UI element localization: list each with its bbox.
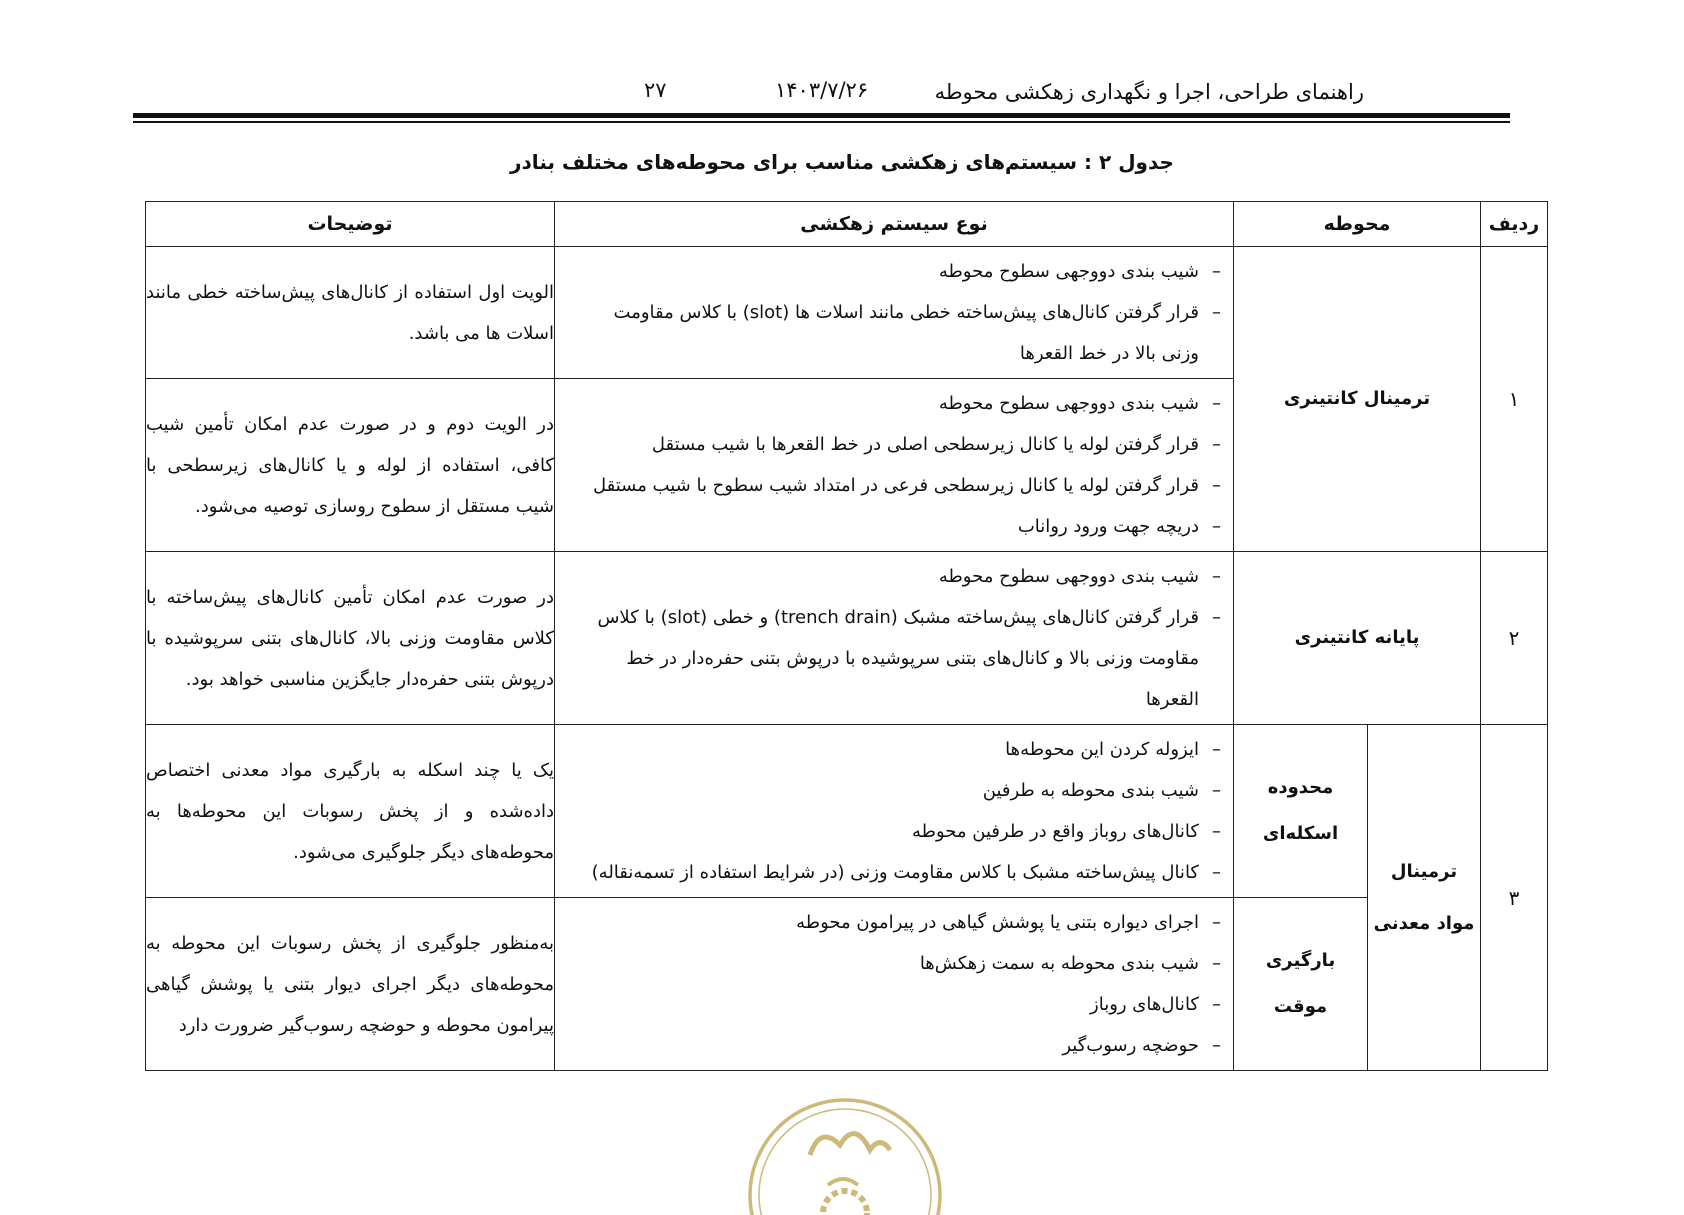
system-item: – قرار گرفتن لوله یا کانال زیرسطحی فرعی در امتداد شیب سطوح با شیب مستقل [571, 465, 1221, 506]
header-title: راهنمای طراحی، اجرا و نگهداری زهکشی محوطه [934, 80, 1364, 104]
row-number: ۳ [1481, 725, 1548, 1071]
area-name [1368, 725, 1481, 1071]
description-cell: یک یا چند اسکله به بارگیری مواد معدنی اختصاص داده‌شده و از پخش رسوبات این محوطه‌ها به محوطه‌های دیگر جلوگیری می‌شود. [146, 725, 555, 898]
system-list [555, 379, 1233, 551]
system-list [555, 898, 1233, 1070]
area-name-line: ترمینال [1390, 860, 1458, 882]
system-item: – کانال‌های روباز واقع در طرفین محوطه [571, 811, 1221, 852]
system-item: – شیب بندی دووجهی سطوح محوطه [571, 251, 1221, 292]
sub-area-name [1234, 725, 1368, 898]
table-row [146, 247, 1548, 379]
description-cell: به‌منظور جلوگیری از پخش رسوبات این محوطه به محوطه‌های دیگر اجرای دیوار بتنی یا پوشش گیاهی پیرامون محوطه و حوضچه رسوب‌گیر ضرورت دارد [146, 898, 555, 1071]
system-item: – کانال پیش‌ساخته مشبک با کلاس مقاومت وزنی (در شرایط استفاده از تسمه‌نقاله) [571, 852, 1221, 893]
description-cell: در الویت دوم و در صورت عدم امکان تأمین شیب کافی، استفاده از لوله و یا کانال‌های زیرسطحی با شیب مستقل از سطوح روسازی توصیه می‌شود. [146, 379, 555, 552]
sub-area-line: محدوده [1267, 777, 1334, 798]
system-item: – کانال‌های روباز [571, 984, 1221, 1025]
system-cell [555, 247, 1234, 379]
system-cell [555, 379, 1234, 552]
drainage-systems-table [145, 201, 1548, 1071]
system-list [555, 247, 1233, 378]
system-item: – حوضچه رسوب‌گیر [571, 1025, 1221, 1066]
area-name-line: مواد معدنی [1373, 912, 1475, 934]
system-cell [555, 898, 1234, 1071]
system-item: – شیب بندی دووجهی سطوح محوطه [571, 556, 1221, 597]
row-number: ۲ [1481, 552, 1548, 725]
system-item: – دریچه جهت ورود رواناب [571, 506, 1221, 547]
system-item: – شیب بندی محوطه به سمت زهکش‌ها [571, 943, 1221, 984]
system-item: – شیب بندی دووجهی سطوح محوطه [571, 383, 1221, 424]
system-item: – قرار گرفتن کانال‌های پیش‌ساخته مشبک (trench drain) و خطی (slot) با کلاس مقاومت وزنی بالا و کانال‌های بتنی سرپوشیده با درپوش بتنی حفره‌دار در خط القعرها [571, 597, 1221, 720]
system-cell [555, 552, 1234, 725]
header-system-type: نوع سیستم زهکشی [555, 202, 1234, 247]
seal-shape [750, 1100, 940, 1215]
header-area: محوطه [1234, 202, 1481, 247]
description-cell: الویت اول استفاده از کانال‌های پیش‌ساخته خطی مانند اسلات ها می باشد. [146, 247, 555, 379]
table-caption: جدول ۲ : سیستم‌های زهکشی مناسب برای محوطه‌های مختلف بنادر [510, 150, 1174, 174]
sub-area-line: موقت [1273, 996, 1328, 1017]
system-item: – شیب بندی محوطه به طرفین [571, 770, 1221, 811]
system-list [555, 725, 1233, 897]
sub-area-line: بارگیری [1265, 950, 1336, 971]
system-item: – ایزوله کردن این محوطه‌ها [571, 729, 1221, 770]
area-name: پایانه کانتینری [1234, 552, 1481, 725]
header-row-number: ردیف [1481, 202, 1548, 247]
table-row [146, 725, 1548, 898]
system-list [555, 552, 1233, 724]
row-number: ۱ [1481, 247, 1548, 552]
header-rule-thin [133, 121, 1510, 123]
table-row [146, 898, 1548, 1071]
table-row [146, 552, 1548, 725]
header-date: ۱۴۰۳/۷/۲۶ [775, 78, 869, 102]
sub-area-line: اسکله‌ای [1262, 823, 1339, 844]
page-number: ۲۷ [644, 78, 667, 102]
sub-area-name [1234, 898, 1368, 1071]
system-cell [555, 725, 1234, 898]
description-cell: در صورت عدم امکان تأمین کانال‌های پیش‌ساخته با کلاس مقاومت وزنی بالا، کانال‌های بتنی سرپوشیده با درپوش بتنی حفره‌دار جایگزین مناسبی خواهد بود. [146, 552, 555, 725]
system-item: – قرار گرفتن لوله یا کانال زیرسطحی اصلی در خط القعرها با شیب مستقل [571, 424, 1221, 465]
system-item: – قرار گرفتن کانال‌های پیش‌ساخته خطی مانند اسلات ها (slot) با کلاس مقاومت وزنی بالا در خط القعرها [571, 292, 1221, 374]
header-rule-thick [133, 113, 1510, 118]
header-description: توضیحات [146, 202, 555, 247]
area-name: ترمینال کانتینری [1234, 247, 1481, 552]
publisher-seal-icon [740, 1085, 950, 1215]
system-item: – اجرای دیواره بتنی یا پوشش گیاهی در پیرامون محوطه [571, 902, 1221, 943]
table-header-row [146, 202, 1548, 247]
